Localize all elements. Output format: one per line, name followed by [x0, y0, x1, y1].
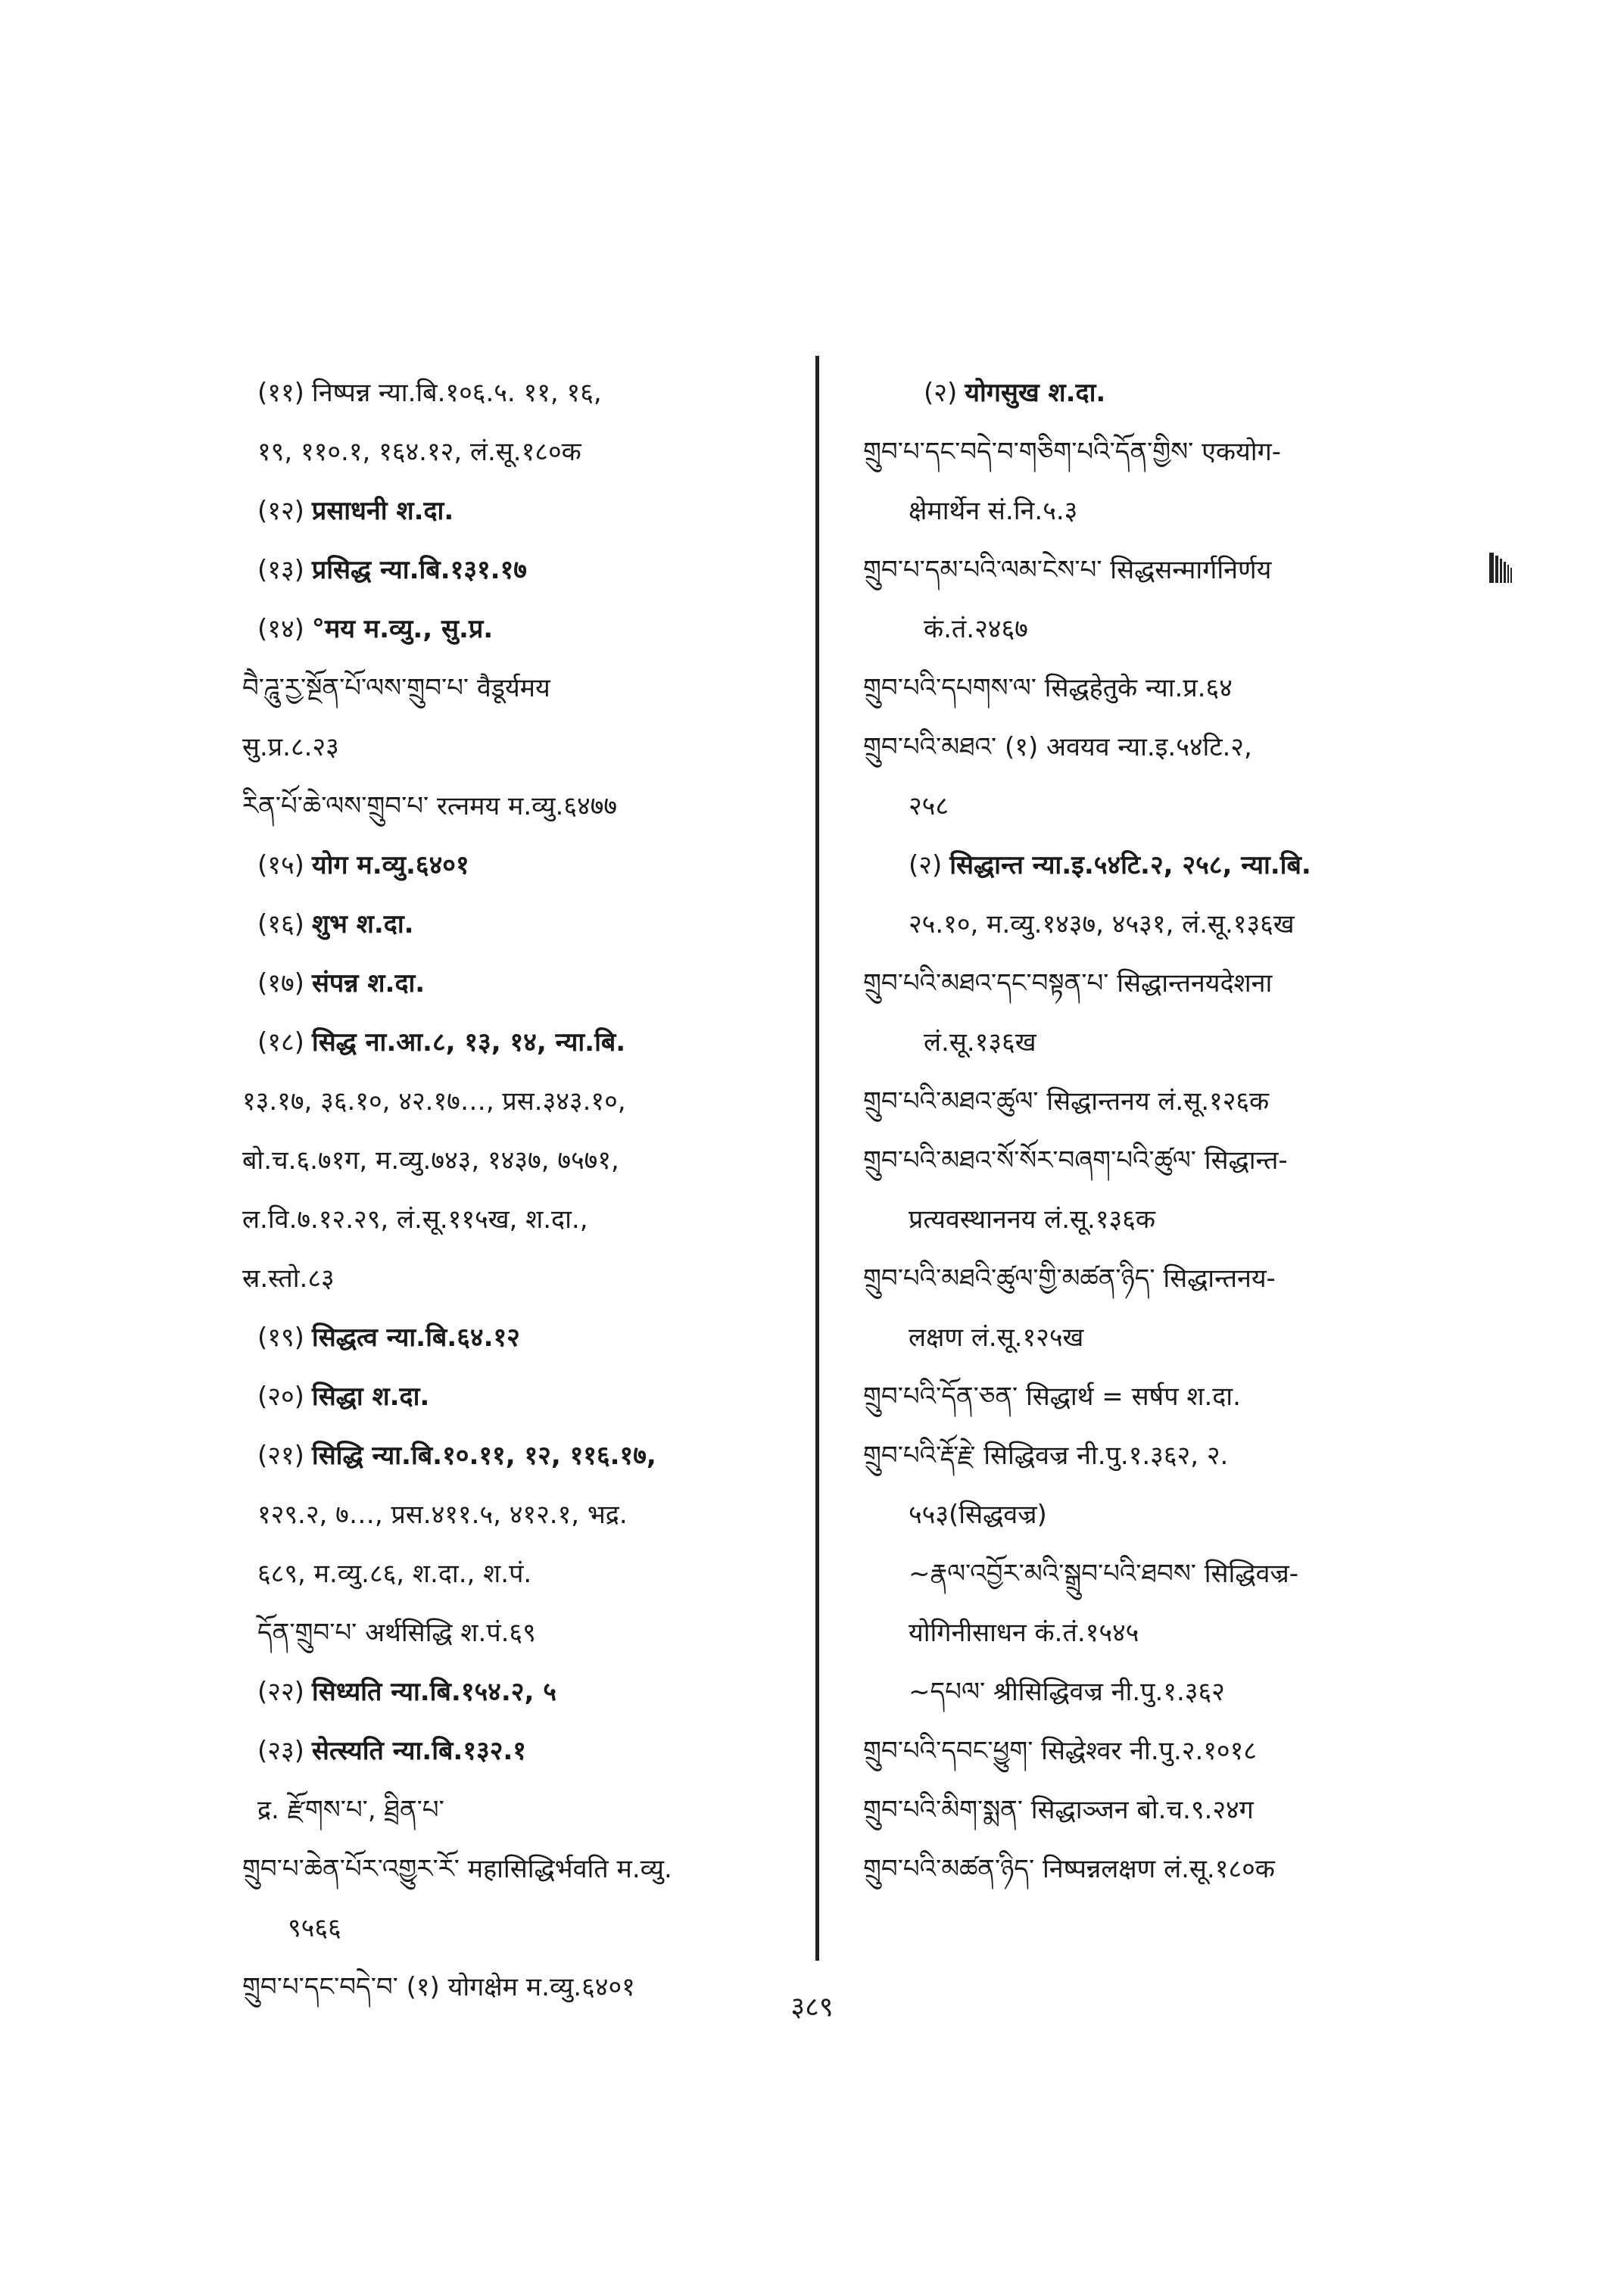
entry-line [242, 1131, 799, 1190]
entry-line [242, 1544, 799, 1603]
entry-line [863, 1249, 1469, 1308]
entry-text: सिद्धान्त न्या.इ.५४टि.२, २५८, न्या.बि. [949, 850, 1311, 880]
entry-text: सेत्स्यति न्या.बि.१३२.१ [311, 1736, 526, 1766]
entry-line [242, 1603, 799, 1662]
entry-number: (२१) [257, 1441, 304, 1471]
entry-line [863, 659, 1469, 718]
entry-line [863, 777, 1469, 836]
entry-text: གྲུབ་པ་དང་བདེ་བ་ (१) योगक्षेम म.व्यु.६४०१ [242, 1972, 635, 2002]
entry-line [863, 1721, 1469, 1781]
entry-text: प्रत्यवस्थाननय लं.सू.१३६क [909, 1204, 1155, 1235]
entry-number: (२) [909, 850, 943, 880]
entry-line [242, 1662, 799, 1721]
entry-text: ~རྣལ་འབྱོར་མའི་སྒྲུབ་པའི་ཐབས་ सिद्धिवज्र- [909, 1559, 1299, 1589]
entry-line [242, 836, 799, 895]
entry-line [863, 600, 1469, 659]
entry-text: གྲུབ་པའི་རྡོ་རྗེ་ सिद्धिवज्र नी.पु.१.३६२, २. [863, 1441, 1229, 1471]
entry-line [863, 836, 1469, 895]
page-number: ३८९ [790, 1992, 834, 2023]
entry-line [242, 363, 799, 422]
entry-text: योग म.व्यु.६४०१ [311, 850, 469, 880]
entry-number: (२०) [257, 1382, 304, 1412]
entry-number: (१८) [257, 1027, 304, 1058]
entry-line [242, 777, 799, 836]
entry-line [242, 1899, 799, 1958]
entry-text: प्रसिद्ध न्या.बि.१३१.१७ [311, 555, 527, 585]
entry-line [863, 1603, 1469, 1662]
entry-line [863, 541, 1469, 600]
entry-line [242, 1072, 799, 1131]
entry-line [863, 1367, 1469, 1426]
entry-number: (११) [257, 378, 304, 408]
margin-marker-icon [1488, 551, 1515, 584]
entry-line [242, 954, 799, 1013]
entry-line [863, 718, 1469, 777]
entry-line [242, 422, 799, 481]
entry-text: लक्षण लं.सू.१२५ख [909, 1323, 1084, 1353]
entry-line [242, 1308, 799, 1367]
entry-line [863, 895, 1469, 954]
entry-number: (१७) [257, 968, 304, 999]
column-divider [815, 356, 819, 1961]
entry-line [863, 1485, 1469, 1544]
entry-text: द्र. རྫོགས་པ་, ཐྲིན་པ་ [257, 1795, 444, 1825]
entry-number: (१४) [257, 614, 304, 644]
entry-text: १२९.२, ७…, प्रस.४११.५, ४१२.१, भद्र. [257, 1500, 628, 1530]
entry-line [863, 363, 1469, 422]
entry-number: (२३) [257, 1736, 304, 1766]
entry-text: २५.१०, म.व्यु.१४३७, ४५३१, लं.सू.१३६ख [909, 909, 1295, 939]
entry-line [863, 1544, 1469, 1603]
entry-text: सिद्ध ना.आ.८, १३, १४, न्या.बि. [311, 1027, 626, 1058]
entry-number: (१३) [257, 555, 304, 585]
entry-text: གྲུབ་པའི་མཐའ་སོ་སོར་བཞག་པའི་ཚུལ་ सिद्धान्त- [863, 1145, 1288, 1176]
entry-line [242, 1721, 799, 1781]
entry-number: (१६) [257, 909, 304, 939]
entry-line [242, 1840, 799, 1899]
entry-line [863, 1662, 1469, 1721]
entry-text: क्षेमार्थेन सं.नि.५.३ [909, 496, 1078, 526]
entry-line [242, 600, 799, 659]
entry-line [863, 954, 1469, 1013]
entry-text: གྲུབ་པའི་མཚན་ཉིད་ निष्पन्नलक्षण लं.सू.१८०क [863, 1854, 1275, 1884]
entry-text: གྲུབ་པའི་མིག་སྨན་ सिद्धाञ्जन बो.च.९.२४ग [863, 1795, 1254, 1825]
entry-line [863, 1840, 1469, 1899]
entry-number: (२) [924, 378, 958, 408]
entry-text: सिद्धा श.दा. [311, 1382, 430, 1412]
entry-number: (१९) [257, 1323, 304, 1353]
entry-text: གྲུབ་པའི་མཐའ་ཚུལ་ सिद्धान्तनय लं.सू.१२६क [863, 1086, 1270, 1117]
entry-text: གྲུབ་པ་དམ་པའི་ལམ་ངེས་པ་ सिद्धसन्मार्गनिर्णय [863, 555, 1272, 585]
entry-text: གྲུབ་པ་ཆེན་པོར་འགྱུར་རོ་ महासिद्धिर्भवति म.व्यु. [242, 1854, 672, 1884]
entry-line [863, 1426, 1469, 1485]
right-column [863, 363, 1469, 1899]
entry-line [242, 1249, 799, 1308]
entry-number: (१२) [257, 496, 304, 526]
entry-text: शुभ श.दा. [311, 909, 414, 939]
entry-line [863, 1190, 1469, 1249]
entry-text: प्रसाधनी श.दा. [311, 496, 454, 526]
entry-text: གྲུབ་པའི་མཐའ་ (१) अवयव न्या.इ.५४टि.२, [863, 732, 1252, 762]
entry-line [863, 1781, 1469, 1840]
entry-text: ५५३(सिद्धवज्र) [909, 1500, 1047, 1530]
entry-line [242, 1426, 799, 1485]
entry-text: ल.वि.७.१२.२९, लं.सू.११५ख, श.दा., [242, 1204, 588, 1235]
entry-text: योगिनीसाधन कं.तं.१५४५ [909, 1618, 1139, 1648]
entry-text: योगसुख श.दा. [965, 378, 1106, 408]
entry-text: བཻ་ཌཱུ་རྱ་སྔོན་པོ་ལས་གྲུབ་པ་ वैडूर्यमय [242, 673, 550, 703]
entry-text: གྲུབ་པའི་དབང་ཕྱུག་ सिद्धेश्वर नी.पु.२.१०१८ [863, 1736, 1257, 1766]
entry-text: लं.सू.१३६ख [924, 1027, 1036, 1058]
entry-text: सु.प्र.८.२३ [242, 732, 339, 762]
entry-text: °मय म.व्यु., सु.प्र. [311, 614, 494, 644]
entry-text: གྲུབ་པ་དང་བདེ་བ་གཅིག་པའི་དོན་གྱིས་ एकयोग- [863, 437, 1281, 467]
entry-line [863, 1308, 1469, 1367]
entry-line [242, 718, 799, 777]
entry-text: གྲུབ་པའི་མཐའ་དང་བསྟན་པ་ सिद्धान्तनयदेशना [863, 968, 1273, 999]
entry-text: २५८ [909, 791, 949, 821]
entry-text: དོན་གྲུབ་པ་ अर्थसिद्धि श.पं.६९ [257, 1618, 536, 1648]
entry-number: (१५) [257, 850, 304, 880]
entry-line [242, 1190, 799, 1249]
entry-text: स्र.स्तो.८३ [242, 1263, 335, 1294]
entry-text: གྲུབ་པའི་མཐའི་ཚུལ་གྱི་མཚན་ཉིད་ सिद्धान्तनय- [863, 1263, 1276, 1294]
entry-text: संपन्न श.दा. [311, 968, 425, 999]
entry-line [242, 1485, 799, 1544]
entry-text: གྲུབ་པའི་དོན་ཅན་ सिद्धार्थ = सर्षप श.दा. [863, 1382, 1241, 1412]
entry-line [242, 895, 799, 954]
entry-line [242, 1781, 799, 1840]
entry-text: बो.च.६.७१ग, म.व्यु.७४३, १४३७, ७५७१, [242, 1145, 619, 1176]
entry-line [863, 1013, 1469, 1072]
entry-text: ९५६६ [288, 1913, 341, 1943]
entry-text: सिद्धत्व न्या.बि.६४.१२ [311, 1323, 520, 1353]
entry-text: ~དཔལ་ श्रीसिद्धिवज्र नी.पु.१.३६२ [909, 1677, 1225, 1707]
entry-text: १३.१७, ३६.१०, ४२.१७…, प्रस.३४३.१०, [242, 1086, 626, 1117]
entry-text: རིན་པོ་ཆེ་ལས་གྲུབ་པ་ रत्नमय म.व्यु.६४७७ [242, 791, 618, 821]
entry-line [863, 1072, 1469, 1131]
entry-line [863, 1131, 1469, 1190]
entry-text: निष्पन्न न्या.बि.१०६.५. ११, १६, [311, 378, 602, 408]
entry-line [863, 481, 1469, 541]
entry-text: कं.तं.२४६७ [924, 614, 1028, 644]
entry-number: (२२) [257, 1677, 304, 1707]
entry-line [863, 422, 1469, 481]
entry-text: सिद्धि न्या.बि.१०.११, १२, ११६.१७, [311, 1441, 656, 1471]
entry-line [242, 1013, 799, 1072]
entry-line [242, 1367, 799, 1426]
entry-text: सिध्यति न्या.बि.१५४.२, ५ [311, 1677, 556, 1707]
entry-line [242, 541, 799, 600]
entry-text: १९, ११०.१, १६४.१२, लं.सू.१८०क [257, 437, 581, 467]
left-column [242, 363, 799, 2017]
entry-line [242, 659, 799, 718]
entry-line [242, 481, 799, 541]
entry-text: གྲུབ་པའི་དཔགས་ལ་ सिद्धहेतुके न्या.प्र.६४ [863, 673, 1233, 703]
entry-text: ६८९, म.व्यु.८६, श.दा., श.पं. [257, 1559, 532, 1589]
